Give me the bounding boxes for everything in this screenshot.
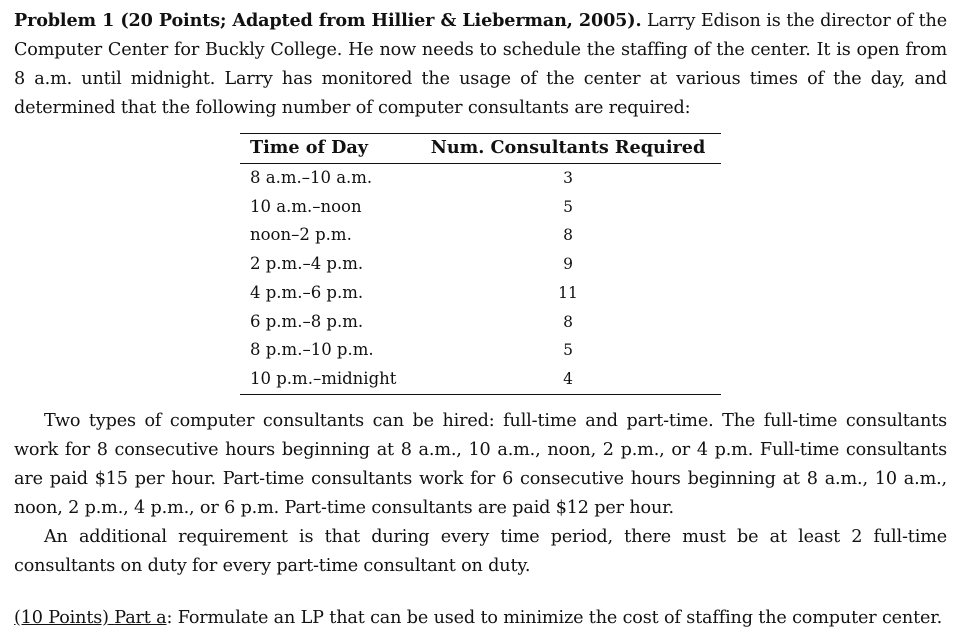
num-cell: 11 <box>558 283 578 302</box>
table-row <box>240 164 721 193</box>
time-cell: 10 a.m.–noon <box>250 196 362 216</box>
table-row <box>240 365 721 394</box>
time-cell: 4 p.m.–6 p.m. <box>250 282 364 302</box>
time-cell: 2 p.m.–4 p.m. <box>250 254 364 274</box>
num-cell: 8 <box>563 312 573 331</box>
header-num-consultants: Num. Consultants Required <box>413 134 721 164</box>
table-row <box>240 221 721 250</box>
table-row <box>240 193 721 222</box>
part-a-question <box>14 604 947 633</box>
spacer <box>14 395 947 407</box>
table-row <box>240 250 721 279</box>
problem-intro-text: Larry Edison is the director of the Computer Center for Buckly College. He now needs to schedule the staffing of the center. It is open from 8 a.m. until midnight. Larry has monitored the usage of the center at various times of the day, and determined that the following number of computer consultants are required: <box>14 11 947 118</box>
problem-heading: Problem 1 (20 Points; Adapted from Hillier & Lieberman, 2005). <box>14 10 642 31</box>
part-a-text: : Formulate an LP that can be used to minimize the cost of staffing the computer center. <box>166 607 943 628</box>
part-a-points: (10 Points) <box>14 607 109 628</box>
table-row <box>240 336 721 365</box>
table-header-row <box>240 134 721 164</box>
requirements-table <box>240 133 721 395</box>
header-time-of-day: Time of Day <box>240 134 413 164</box>
time-cell: 10 p.m.–midnight <box>240 365 413 394</box>
time-cell: 6 p.m.–8 p.m. <box>250 311 364 331</box>
num-cell: 5 <box>563 197 573 216</box>
table-row <box>240 308 721 337</box>
time-cell: noon–2 p.m. <box>250 225 352 245</box>
requirement-paragraph: An additional requirement is that during every time period, there must be at least 2 full-time consultants on duty for every part-time consultant on duty. <box>14 526 947 576</box>
part-a-label: Part a <box>114 607 167 628</box>
time-cell: 8 a.m.–10 a.m. <box>250 168 373 187</box>
num-cell: 9 <box>563 255 573 274</box>
table-row <box>240 279 721 308</box>
num-cell: 5 <box>563 341 573 360</box>
num-cell: 3 <box>563 169 573 187</box>
requirements-table-wrap <box>240 133 721 395</box>
num-cell: 4 <box>413 365 721 394</box>
problem-document <box>14 6 947 633</box>
num-cell: 8 <box>563 226 573 245</box>
consultant-types-paragraph: Two types of computer consultants can be hired: full-time and part-time. The full-time consultants work for 8 consecutive hours beginning at 8 a.m., 10 a.m., noon, 2 p.m., or 4 p.m. Full-time consultants are paid $15 per hour. Part-time consultants work for 6 consecutive hours beginning at 8 a.m., 10 a.m., noon, 2 p.m., 4 p.m., or 6 p.m. Part-time consultants are paid $12 per hour. <box>14 410 947 518</box>
spacer <box>14 581 947 604</box>
problem-intro <box>14 6 947 123</box>
time-cell: 8 p.m.–10 p.m. <box>250 340 374 360</box>
